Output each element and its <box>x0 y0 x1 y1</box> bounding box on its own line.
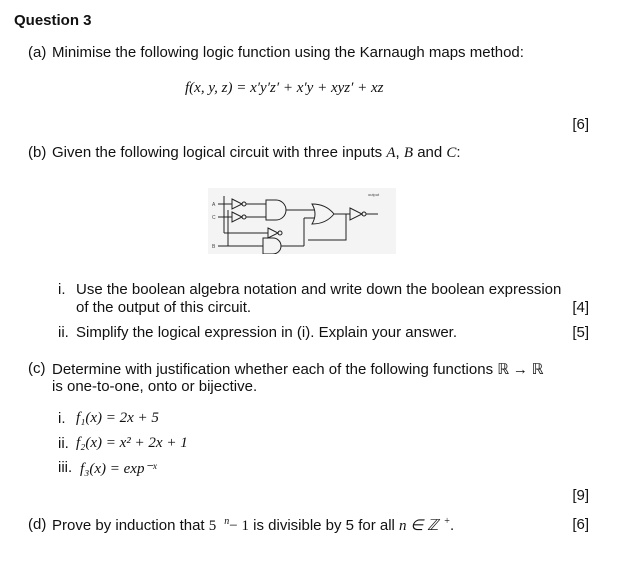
output-label: output <box>368 192 380 197</box>
part-b-item-2-line1: Simplify the logical expression in (i). Explain your answer. <box>76 324 457 341</box>
part-c-marks: [9] <box>572 487 589 504</box>
not-gate-a <box>232 199 242 209</box>
part-a-marks: [6] <box>572 116 589 133</box>
part-b-item-1-line2: of the output of this circuit. <box>76 299 252 316</box>
part-c-item-1-num: i. <box>58 410 66 427</box>
var-c: C <box>446 145 457 161</box>
part-c-line1-text: Determine with justification whether each of the following functions <box>52 361 498 378</box>
circuit-svg <box>208 188 396 254</box>
not-gate-mid <box>268 228 278 238</box>
part-d-text-3: . <box>449 517 455 534</box>
part-b-text-prefix: Given the following logical circuit with three inputs <box>52 144 387 161</box>
part-a-formula: f(x, y, z) = x′y′z′ + x′y + xyz′ + xz <box>185 80 384 96</box>
sep-1: , <box>395 144 404 161</box>
part-c-label: (c) <box>28 360 46 377</box>
part-c-item-2-num: ii. <box>58 435 69 452</box>
part-d-exponent: n <box>224 516 230 527</box>
input-a-label: A <box>212 202 216 208</box>
and-gate-1 <box>266 200 286 220</box>
part-d-marks: [6] <box>572 516 589 533</box>
part-d-set: n ∈ ℤ <box>399 518 439 534</box>
part-c-line2: is one-to-one, onto or bijective. <box>52 378 258 395</box>
part-d-text-2: is divisible by 5 for all <box>248 517 400 534</box>
part-c-line1 <box>52 360 544 379</box>
var-b: B <box>403 145 414 161</box>
part-b-item-2-marks: [5] <box>572 324 589 341</box>
part-b-item-1-line1: Use the boolean algebra notation and write down the boolean expression <box>76 281 562 298</box>
part-b-label: (b) <box>28 144 47 161</box>
part-c-item-3-num: iii. <box>58 459 73 476</box>
part-c-item-1-formula: f₁(x) = 2x + 5 <box>76 410 159 426</box>
part-b-item-1-marks: [4] <box>572 299 589 316</box>
part-a-label: (a) <box>28 44 47 61</box>
not-gate-c <box>232 212 242 222</box>
part-d-set-sup: + <box>444 516 450 527</box>
part-d-text-1: Prove by induction that <box>52 517 209 534</box>
and-gate-2 <box>263 238 281 254</box>
part-c-item-3-formula: f₃(x) = exp⁻ˣ <box>80 461 157 477</box>
part-b-item-2-num: ii. <box>58 324 69 341</box>
part-d-label: (d) <box>28 516 47 533</box>
part-b-text-suffix: : <box>456 144 461 161</box>
part-d-text <box>52 516 454 535</box>
question-title: Question 3 <box>14 12 92 29</box>
part-c-mapping: ℝ → ℝ <box>497 362 544 378</box>
input-c-label: C <box>212 215 216 221</box>
part-b-text <box>52 144 461 162</box>
var-a: A <box>386 145 396 161</box>
sep-2: and <box>413 144 447 161</box>
logic-circuit-diagram <box>208 188 396 254</box>
part-d-expr2: − 1 <box>229 518 249 534</box>
or-gate <box>312 204 334 224</box>
part-a-text: Minimise the following logic function using the Karnaugh maps method: <box>52 44 524 61</box>
part-d-base: 5 <box>208 518 217 534</box>
part-b-item-1-num: i. <box>58 281 66 298</box>
not-gate-out <box>350 208 362 220</box>
part-c-item-2-formula: f₂(x) = x² + 2x + 1 <box>76 435 188 451</box>
input-b-label: B <box>212 244 216 250</box>
